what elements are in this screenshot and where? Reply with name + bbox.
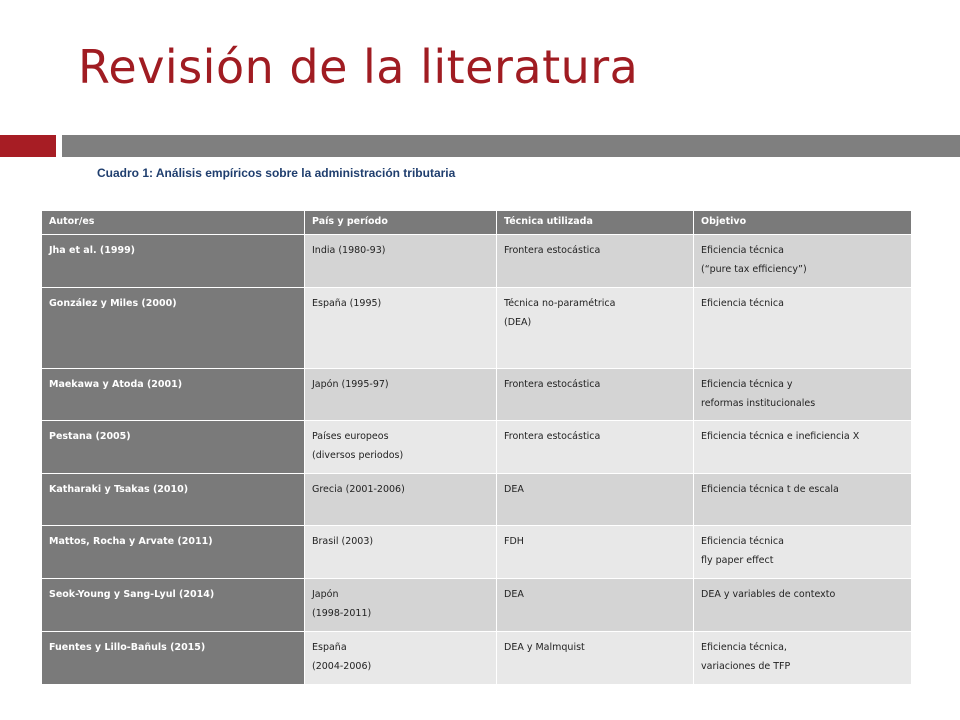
cell-line: FDH — [504, 536, 524, 547]
cell-objective — [694, 421, 912, 474]
cell-line: (“pure tax efficiency”) — [701, 264, 807, 275]
cell-line: India (1980-93) — [312, 245, 386, 256]
table-row — [42, 369, 912, 421]
cell-objective — [694, 474, 912, 526]
header-country-period: País y período — [305, 211, 497, 235]
cell-author: Jha et al. (1999) — [42, 235, 305, 288]
cell-country-period — [305, 632, 497, 685]
cell-line: reformas institucionales — [701, 398, 816, 409]
cell-line: Frontera estocástica — [504, 245, 601, 256]
cell-technique — [497, 288, 694, 369]
cell-line: Frontera estocástica — [504, 379, 601, 390]
cell-line: DEA — [504, 484, 524, 495]
table-row — [42, 526, 912, 579]
table-row — [42, 474, 912, 526]
cell-technique — [497, 632, 694, 685]
table-row — [42, 235, 912, 288]
cell-country-period — [305, 369, 497, 421]
cell-author: Pestana (2005) — [42, 421, 305, 474]
cell-line: Grecia (2001-2006) — [312, 484, 405, 495]
table-caption: Cuadro 1: Análisis empíricos sobre la administración tributaria — [97, 166, 456, 180]
cell-objective — [694, 369, 912, 421]
table-row — [42, 632, 912, 685]
cell-objective — [694, 632, 912, 685]
cell-technique — [497, 579, 694, 632]
cell-line: Brasil (2003) — [312, 536, 374, 547]
cell-objective — [694, 235, 912, 288]
cell-objective — [694, 526, 912, 579]
cell-line: (1998-2011) — [312, 608, 372, 619]
cell-country-period — [305, 526, 497, 579]
table-row — [42, 288, 912, 369]
cell-line: (DEA) — [504, 317, 532, 328]
cell-line: Eficiencia técnica y — [701, 379, 793, 390]
header-objective: Objetivo — [694, 211, 912, 235]
cell-country-period — [305, 288, 497, 369]
cell-author: Maekawa y Atoda (2001) — [42, 369, 305, 421]
cell-country-period — [305, 235, 497, 288]
cell-technique — [497, 526, 694, 579]
header-technique: Técnica utilizada — [497, 211, 694, 235]
cell-line: Eficiencia técnica — [701, 536, 784, 547]
cell-author: González y Miles (2000) — [42, 288, 305, 369]
table-row — [42, 579, 912, 632]
cell-country-period — [305, 579, 497, 632]
literature-table — [41, 210, 912, 685]
cell-author: Katharaki y Tsakas (2010) — [42, 474, 305, 526]
cell-line: Eficiencia técnica, — [701, 642, 787, 653]
cell-technique — [497, 474, 694, 526]
cell-line: DEA — [504, 589, 524, 600]
cell-country-period — [305, 421, 497, 474]
title-divider-bar — [62, 135, 960, 157]
cell-line: Eficiencia técnica — [701, 245, 784, 256]
cell-line: España — [312, 642, 347, 653]
cell-objective — [694, 579, 912, 632]
cell-country-period — [305, 474, 497, 526]
cell-line: Eficiencia técnica — [701, 298, 784, 309]
cell-technique — [497, 369, 694, 421]
cell-line: Eficiencia técnica e ineficiencia X — [701, 431, 860, 442]
slide-title: Revisión de la literatura — [78, 40, 639, 94]
cell-line: (diversos periodos) — [312, 450, 404, 461]
cell-line: Técnica no-paramétrica — [504, 298, 616, 309]
cell-line: variaciones de TFP — [701, 661, 791, 672]
cell-author: Mattos, Rocha y Arvate (2011) — [42, 526, 305, 579]
table-row — [42, 421, 912, 474]
cell-line: Japón — [312, 589, 339, 600]
cell-line: Eficiencia técnica t de escala — [701, 484, 839, 495]
cell-author: Seok-Young y Sang-Lyul (2014) — [42, 579, 305, 632]
cell-author: Fuentes y Lillo-Bañuls (2015) — [42, 632, 305, 685]
cell-line: Frontera estocástica — [504, 431, 601, 442]
table-header-row — [42, 211, 912, 235]
cell-line: España (1995) — [312, 298, 382, 309]
header-author: Autor/es — [42, 211, 305, 235]
cell-line: DEA y Malmquist — [504, 642, 585, 653]
cell-line: fly paper effect — [701, 555, 774, 566]
cell-line: Japón (1995-97) — [312, 379, 389, 390]
cell-objective — [694, 288, 912, 369]
cell-technique — [497, 235, 694, 288]
cell-line: (2004-2006) — [312, 661, 372, 672]
cell-line: DEA y variables de contexto — [701, 589, 836, 600]
cell-line: Países europeos — [312, 431, 389, 442]
cell-technique — [497, 421, 694, 474]
title-accent-bar — [0, 135, 56, 157]
